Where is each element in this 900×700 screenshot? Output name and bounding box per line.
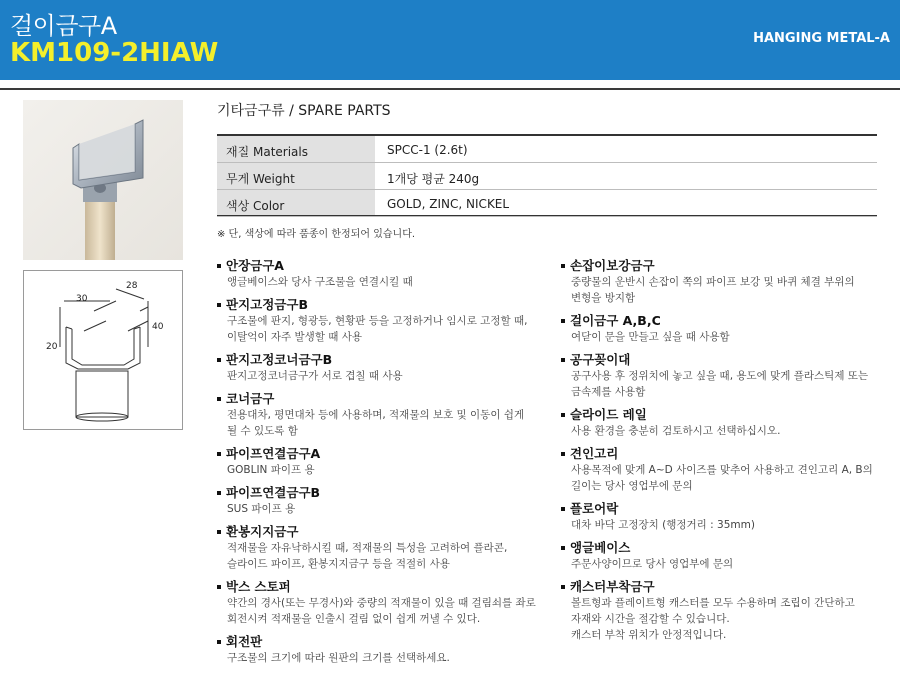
parts-list-item bbox=[217, 633, 547, 666]
part-description: 전용대차, 평면대차 등에 사용하며, 적재물의 보호 및 이동이 쉽게 될 수 있도록 함 bbox=[227, 409, 525, 437]
spec-row-color bbox=[217, 190, 877, 217]
part-name bbox=[561, 351, 891, 368]
parts-list-item bbox=[217, 390, 547, 439]
bullet-square-icon bbox=[217, 452, 221, 456]
part-name bbox=[561, 257, 891, 274]
part-name-text: 걸이금구 A,B,C bbox=[570, 313, 661, 328]
parts-list-item bbox=[561, 406, 891, 439]
spec-label: 무게 Weight bbox=[217, 163, 375, 189]
part-name-text: 캐스터부착금구 bbox=[570, 579, 655, 594]
dim-top-label: 28 bbox=[126, 281, 138, 291]
bullet-square-icon bbox=[217, 530, 221, 534]
part-name-text: 견인고리 bbox=[570, 446, 619, 461]
product-photo bbox=[23, 100, 183, 260]
dim-right-label: 40 bbox=[152, 322, 164, 332]
part-name bbox=[561, 312, 891, 329]
parts-list-item bbox=[217, 296, 547, 345]
part-name-text: 플로어락 bbox=[570, 501, 619, 516]
part-description: 사용 환경을 충분히 검토하시고 선택하십시오. bbox=[571, 425, 781, 437]
bullet-square-icon bbox=[561, 507, 565, 511]
parts-list-item bbox=[217, 523, 547, 572]
part-description: 대차 바닥 고정장치 (행정거리 : 35mm) bbox=[571, 519, 755, 531]
parts-list-item bbox=[561, 445, 891, 494]
bullet-square-icon bbox=[561, 546, 565, 550]
part-description: 구조물의 크기에 따라 원판의 크기를 선택하세요. bbox=[227, 652, 450, 664]
part-name-text: 파이프연결금구B bbox=[226, 485, 321, 500]
bullet-square-icon bbox=[217, 358, 221, 362]
spec-table-bottom-rule bbox=[217, 215, 877, 216]
part-description: GOBLIN 파이프 용 bbox=[227, 464, 315, 476]
bullet-square-icon bbox=[217, 491, 221, 495]
part-description: 공구사용 후 정위치에 놓고 싶을 때, 용도에 맞게 플라스틱제 또는 금속제를 사용함 bbox=[571, 370, 869, 398]
part-description: 적재물을 자유낙하시킬 때, 적재물의 특성을 고려하여 플라콘, 슬라이드 파이프, 환봉지지금구 등을 적절히 사용 bbox=[227, 542, 508, 570]
spec-label: 재질 Materials bbox=[217, 136, 375, 162]
part-description: 앵글베이스와 당사 구조물을 연결시킬 때 bbox=[227, 276, 413, 288]
part-description: 판지고정코너금구가 서로 겹칠 때 사용 bbox=[227, 370, 403, 382]
part-name-text: 환봉지지금구 bbox=[226, 524, 299, 539]
part-name-text: 안장금구A bbox=[226, 258, 284, 273]
part-name bbox=[561, 500, 891, 517]
part-description: 여닫이 문을 만들고 싶을 때 사용함 bbox=[571, 331, 730, 343]
page-header bbox=[0, 0, 900, 80]
bullet-square-icon bbox=[561, 319, 565, 323]
dim-left-label: 30 bbox=[76, 294, 88, 304]
dimension-diagram bbox=[23, 270, 183, 430]
part-description: 볼트형과 플레이트형 캐스터를 모두 수용하며 조립이 간단하고 자재와 시간을 절감할 수 있습니다. 캐스터 부착 위치가 안정적입니다. bbox=[571, 597, 855, 641]
bullet-square-icon bbox=[561, 413, 565, 417]
part-name-text: 슬라이드 레일 bbox=[570, 407, 647, 422]
bullet-square-icon bbox=[217, 397, 221, 401]
part-name-text: 코너금구 bbox=[226, 391, 275, 406]
product-english-name: HANGING METAL-A bbox=[753, 31, 890, 46]
color-note: ※ 단, 색상에 따라 품종이 한정되어 있습니다. bbox=[217, 229, 416, 240]
parts-list-item bbox=[217, 351, 547, 384]
parts-list-item bbox=[561, 312, 891, 345]
parts-list-item bbox=[217, 257, 547, 290]
part-name-text: 판지고정금구B bbox=[226, 297, 308, 312]
section-title: 기타금구류 / SPARE PARTS bbox=[217, 103, 391, 119]
part-description: 구조물에 판지, 형광등, 현황판 등을 고정하거나 임시로 고정할 때, 이탈억이 자주 발생할 때 사용 bbox=[227, 315, 528, 343]
part-name bbox=[217, 523, 547, 540]
bullet-square-icon bbox=[561, 585, 565, 589]
spec-label: 색상 Color bbox=[217, 190, 375, 216]
part-description: 중량물의 운반시 손잡이 쪽의 파이프 보강 및 바퀴 체결 부위의 변형을 방지함 bbox=[571, 276, 855, 304]
spec-value: 1개당 평균 240g bbox=[387, 172, 480, 186]
product-model: KM109-2HIAW bbox=[10, 38, 219, 68]
bullet-square-icon bbox=[561, 452, 565, 456]
part-name bbox=[217, 390, 547, 407]
part-description: SUS 파이프 용 bbox=[227, 503, 296, 515]
parts-list-item bbox=[561, 351, 891, 400]
parts-list-left bbox=[217, 257, 547, 672]
bullet-square-icon bbox=[561, 264, 565, 268]
part-name-text: 파이프연결금구A bbox=[226, 446, 321, 461]
part-name bbox=[217, 296, 547, 313]
part-name bbox=[561, 578, 891, 595]
parts-list-right bbox=[561, 257, 891, 649]
part-name-text: 앵글베이스 bbox=[570, 540, 631, 555]
spec-value: GOLD, ZINC, NICKEL bbox=[387, 197, 510, 211]
part-name bbox=[217, 633, 547, 650]
part-name bbox=[217, 484, 547, 501]
parts-list-item bbox=[561, 539, 891, 572]
parts-list-item bbox=[561, 578, 891, 643]
bullet-square-icon bbox=[217, 264, 221, 268]
part-name bbox=[561, 539, 891, 556]
parts-list-item bbox=[561, 257, 891, 306]
part-description: 주문사양이므로 당사 영업부에 문의 bbox=[571, 558, 734, 570]
part-name bbox=[217, 578, 547, 595]
part-name-text: 공구꽂이대 bbox=[570, 352, 631, 367]
parts-list-item bbox=[217, 578, 547, 627]
parts-list-item bbox=[217, 445, 547, 478]
part-name bbox=[217, 445, 547, 462]
part-name bbox=[561, 445, 891, 462]
product-title: 걸이금구A bbox=[10, 12, 117, 40]
part-name bbox=[217, 257, 547, 274]
spec-row-weight bbox=[217, 163, 877, 190]
bullet-square-icon bbox=[217, 303, 221, 307]
bullet-square-icon bbox=[217, 585, 221, 589]
part-name-text: 박스 스토퍼 bbox=[226, 579, 291, 594]
part-name bbox=[561, 406, 891, 423]
parts-list-item bbox=[561, 500, 891, 533]
header-divider bbox=[0, 88, 900, 90]
part-name-text: 손잡이보강금구 bbox=[570, 258, 655, 273]
spec-value: SPCC-1 (2.6t) bbox=[387, 143, 468, 157]
part-name-text: 회전판 bbox=[226, 634, 263, 649]
part-name bbox=[217, 351, 547, 368]
part-description: 약간의 경사(또는 무경사)와 중량의 적재물이 있을 때 걸림쇠를 좌로 회전시켜 적재물을 인출시 걸림 없이 쉽게 꺼낼 수 있다. bbox=[227, 597, 536, 625]
part-description: 사용목적에 맞게 A~D 사이즈를 맞추어 사용하고 견인고리 A, B의 길이는 당사 영업부에 문의 bbox=[571, 464, 873, 492]
dim-side-label: 20 bbox=[46, 342, 58, 352]
part-name-text: 판지고정코너금구B bbox=[226, 352, 333, 367]
parts-list-item bbox=[217, 484, 547, 517]
bullet-square-icon bbox=[217, 640, 221, 644]
spec-row-materials bbox=[217, 136, 877, 163]
bullet-square-icon bbox=[561, 358, 565, 362]
